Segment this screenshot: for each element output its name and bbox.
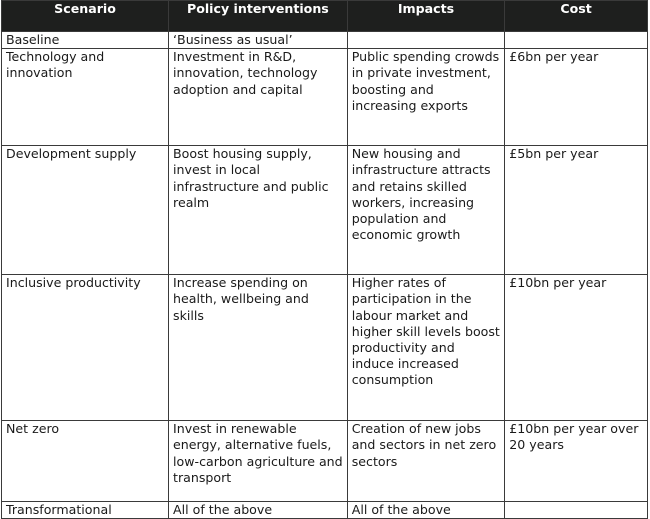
scenario-cell: Development supply bbox=[2, 146, 169, 275]
header-scenario: Scenario bbox=[2, 1, 169, 32]
header-policy-interventions: Policy interventions bbox=[169, 1, 348, 32]
impacts-cell: Higher rates of participation in the labour market and higher skill levels boost productivity and induce increased consumption bbox=[347, 275, 505, 421]
policy-cell: ‘Business as usual’ bbox=[169, 32, 348, 49]
impacts-cell bbox=[347, 32, 505, 49]
scenario-table bbox=[1, 0, 648, 519]
table-row bbox=[2, 32, 648, 49]
impacts-cell: New housing and infrastructure attracts and retains skilled workers, increasing population and economic growth bbox=[347, 146, 505, 275]
scenario-cell: Inclusive productivity bbox=[2, 275, 169, 421]
scenario-cell: Net zero bbox=[2, 421, 169, 502]
impacts-cell: Creation of new jobs and sectors in net zero sectors bbox=[347, 421, 505, 502]
policy-cell: Increase spending on health, wellbeing and skills bbox=[169, 275, 348, 421]
header-cost: Cost bbox=[505, 1, 648, 32]
table-row bbox=[2, 421, 648, 502]
impacts-cell: Public spending crowds in private investment, boosting and increasing exports bbox=[347, 49, 505, 146]
table-header bbox=[2, 1, 648, 32]
table-body bbox=[2, 32, 648, 519]
scenario-table-container bbox=[1, 0, 648, 519]
cost-cell bbox=[505, 502, 648, 519]
policy-cell: Investment in R&D, innovation, technology adoption and capital bbox=[169, 49, 348, 146]
cost-cell: £10bn per year over 20 years bbox=[505, 421, 648, 502]
impacts-cell: All of the above bbox=[347, 502, 505, 519]
cost-cell: £5bn per year bbox=[505, 146, 648, 275]
header-impacts: Impacts bbox=[347, 1, 505, 32]
header-row bbox=[2, 1, 648, 32]
scenario-cell: Baseline bbox=[2, 32, 169, 49]
cost-cell: £10bn per year bbox=[505, 275, 648, 421]
table-row bbox=[2, 49, 648, 146]
policy-cell: All of the above bbox=[169, 502, 348, 519]
cost-cell bbox=[505, 32, 648, 49]
policy-cell: Boost housing supply, invest in local infrastructure and public realm bbox=[169, 146, 348, 275]
cost-cell: £6bn per year bbox=[505, 49, 648, 146]
scenario-cell: Transformational bbox=[2, 502, 169, 519]
table-row bbox=[2, 275, 648, 421]
table-row bbox=[2, 502, 648, 519]
scenario-cell: Technology and innovation bbox=[2, 49, 169, 146]
table-row bbox=[2, 146, 648, 275]
policy-cell: Invest in renewable energy, alternative fuels, low-carbon agriculture and transport bbox=[169, 421, 348, 502]
